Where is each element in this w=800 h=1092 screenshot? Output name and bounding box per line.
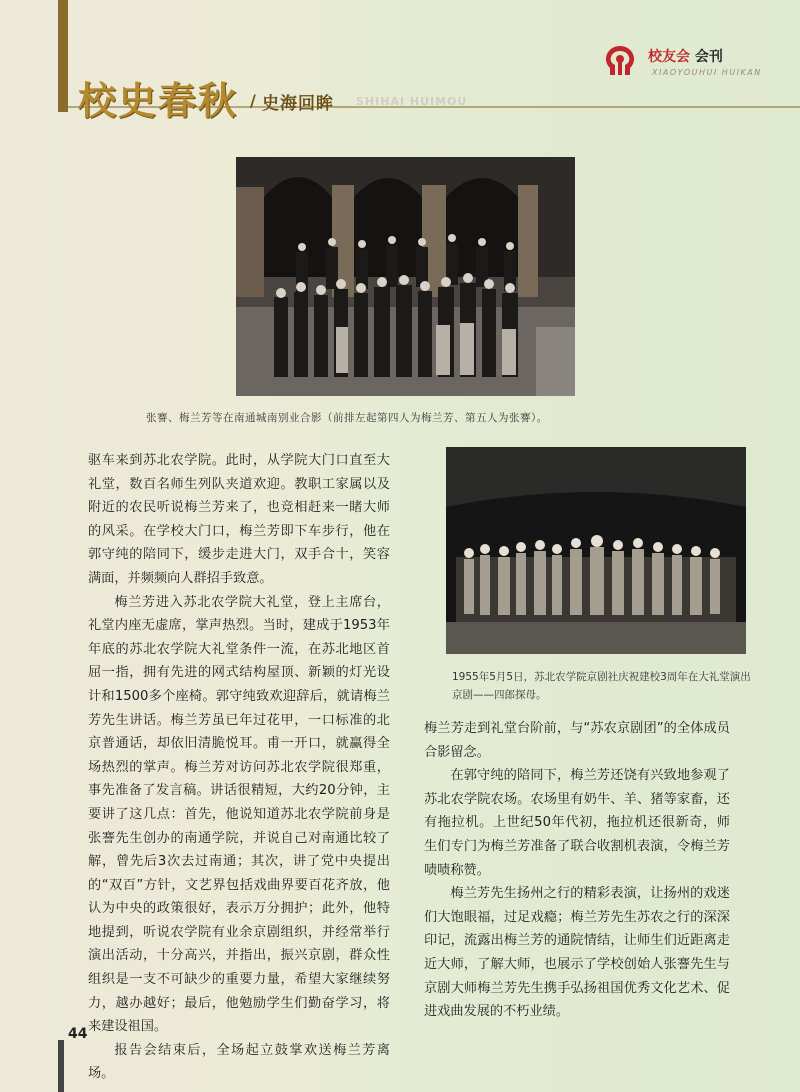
article-paragraph: 在郭守纯的陪同下，梅兰芳还饶有兴致地参观了苏北农学院农场。农场里有奶牛、羊、猪等家畜，还有拖拉机。上世纪50年代初，拖拉机还很新奇，师生们专门为梅兰芳准备了联合收割机表演，令梅兰芳啧啧称赞。 (424, 768, 730, 878)
section-subtitle-pinyin: SHIHAI HUIMOU (356, 95, 468, 108)
article-paragraph: 驱车来到苏北农学院。此时，从学院大门口直至大礼堂，数百名师生列队夹道欢迎。教职工家属以及附近的农民听说梅兰芳来了，也竞相赶来一睹大师的风采。在学校大门口，梅兰芳即下车步行，他在郭守纯的陪同下，缓步走进大门，双手合十，笑容满面，并频频向人群招手致意。 (88, 453, 390, 586)
page-number: 44 (68, 1026, 88, 1042)
article-paragraph: 梅兰芳进入苏北农学院大礼堂，登上主席台，礼堂内座无虚席，掌声热烈。当时，建成于1953年年底的苏北农学院大礼堂条件一流，在苏北地区首屈一指，拥有先进的网式结构屋顶、新颖的灯光设计和1500多个座椅。郭守纯致欢迎辞后，就请梅兰芳先生讲话。梅兰芳虽已年过花甲，一口标准的北京普通话，却依旧清脆悦耳。甫一开口，就赢得全场热烈的掌声。梅兰芳对访问苏北农学院很郑重，事先准备了发言稿。讲话很精短，大约20分钟，主要讲了这几点：首先，他说知道苏北农学院前身是张謇先生创办的南通学院，并说自己对南通比较了解，曾先后3次去过南通；其次，讲了党中央提出的“双百”方针，文艺界包括戏曲界要百花齐放，他认为中央的政策很好，表示万分拥护；此外，他特地提到，听说农学院有业余京剧组织，并经常举行演出活动，十分高兴，并指出，振兴京剧，群众性组织是一支不可缺少的重要力量，希望大家继续努力，越办越好；最后，他勉励学生们勤奋学习，将来建设祖国。 (88, 594, 390, 1035)
brand-title: 校友会 会刊 (648, 49, 723, 65)
title-separator: / (250, 91, 256, 110)
header-accent-bar (58, 0, 68, 112)
photo2-caption: 1955年5月5日，苏北农学院京剧社庆祝建校3周年在大礼堂演出京剧——四郎探母。 (452, 671, 751, 701)
article-paragraph: 报告会结束后，全场起立鼓掌欢送梅兰芳离场。 (88, 1042, 390, 1082)
stage-performance-photo (446, 447, 746, 654)
article-paragraph: 梅兰芳先生扬州之行的精彩表演，让扬州的戏迷们大饱眼福，过足戏瘾；梅兰芳先生苏农之行的深深印记，流露出梅兰芳的通院情结，让师生们近距离走近大师，了解大师，也展示了学校创始人张謇先生与京剧大师梅兰芳先生携手弘扬祖国优秀文化艺术、促进戏曲发展的不朽业绩。 (424, 886, 730, 1020)
alumni-logo-icon (598, 40, 642, 78)
footer-accent-bar (58, 1040, 64, 1092)
photo1-caption: 张謇、梅兰芳等在南通城南别业合影（前排左起第四人为梅兰芳、第五人为张謇）。 (146, 412, 548, 424)
section-subtitle: 史海回眸 (262, 94, 334, 114)
article-paragraph: 梅兰芳走到礼堂台阶前，与“苏农京剧团”的全体成员合影留念。 (424, 721, 730, 760)
article-left-column (88, 449, 390, 1086)
historic-group-photo (236, 157, 575, 396)
brand-pinyin: XIAOYOUHUI HUIKAN (652, 68, 762, 77)
section-title: 校史春秋 (78, 79, 239, 123)
article-right-column (424, 717, 730, 1024)
